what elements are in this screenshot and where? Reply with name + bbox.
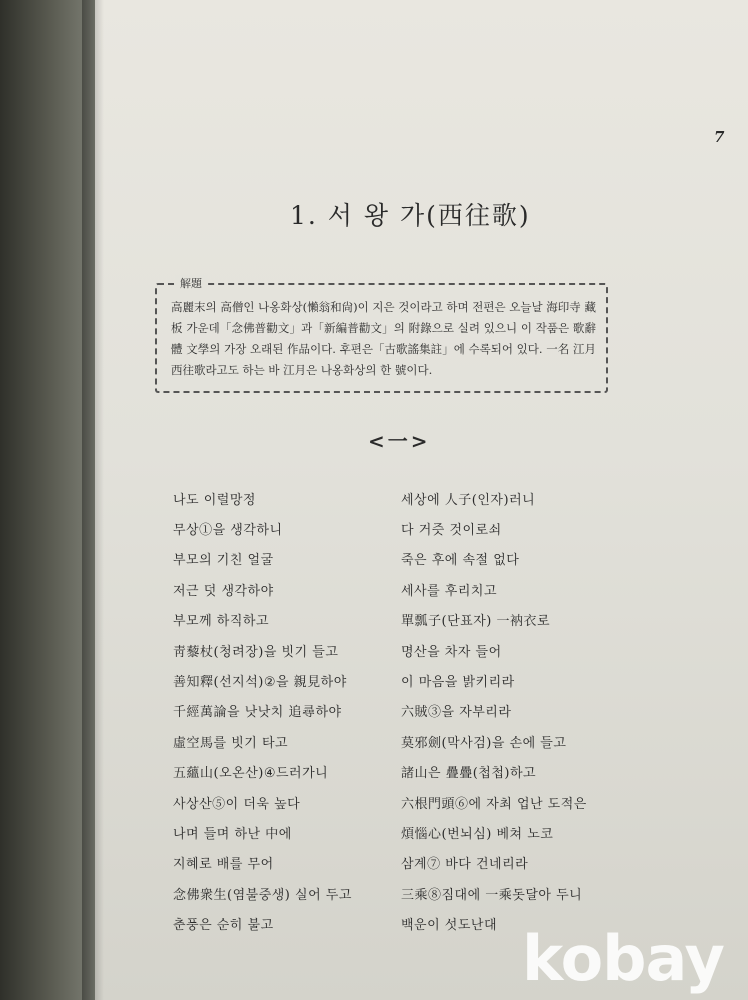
verse-right-line: 명산을 차자 들어 xyxy=(401,644,502,660)
verse-row xyxy=(173,635,613,665)
verse-left-line: 善知釋(선지석)②을 親見하야 xyxy=(173,675,347,691)
verse-right-line: 莫邪劍(막사검)을 손에 들고 xyxy=(401,735,567,751)
verse-row xyxy=(173,574,613,604)
chapter-title: 1. 서 왕 가(西往歌) xyxy=(290,201,531,230)
verse-left-line: 무상①을 생각하니 xyxy=(173,523,283,539)
verse-right-line: 煩惱心(번뇌심) 베쳐 노코 xyxy=(401,826,554,842)
verse-row xyxy=(173,787,613,817)
verse-left-line: 虛空馬를 빗기 타고 xyxy=(173,735,289,751)
verse-right-line: 세상에 人子(인자)러니 xyxy=(401,492,536,508)
verse-right-line: 諸山은 疊疊(첩첩)하고 xyxy=(401,766,537,782)
verse-left-line: 五蘊山(오온산)④드러가니 xyxy=(173,766,329,782)
verse-row xyxy=(173,544,613,574)
verse-left-line: 춘풍은 순히 불고 xyxy=(173,918,274,934)
verse-row xyxy=(173,483,613,513)
verse-right-line: 이 마음을 밝키리라 xyxy=(401,675,515,691)
verse-row xyxy=(173,848,613,878)
book-gutter-shadow xyxy=(82,0,104,1000)
verse-row xyxy=(173,696,613,726)
verse-right-line: 六賊③을 자부리라 xyxy=(401,705,512,721)
verse-right-line: 죽은 후에 속절 없다 xyxy=(401,553,520,569)
verse-left-line: 念佛衆生(염불중생) 실어 두고 xyxy=(173,887,352,903)
verse-row xyxy=(173,605,613,635)
verse-right-line: 다 거즛 것이로쇠 xyxy=(401,523,502,539)
watermark-logo: kobay xyxy=(522,922,724,995)
verse-right-line: 單瓢子(단표자) 一衲衣로 xyxy=(401,614,551,630)
verse-row xyxy=(173,726,613,756)
verse-left-line: 지혜로 배를 무어 xyxy=(173,857,274,873)
verse-right-line: 세사를 후리치고 xyxy=(401,583,498,599)
verse-right-line: 六根門頭⑥에 자최 업난 도적은 xyxy=(401,796,587,812)
verse-row xyxy=(173,817,613,847)
section-marker: <一> xyxy=(368,429,431,453)
verse-right-line: 三乘⑧짐대에 一乘돗달아 두니 xyxy=(401,887,583,903)
verse-left-line: 부모의 기친 얼굴 xyxy=(173,553,274,569)
verse-row xyxy=(173,513,613,543)
verse-right-line: 백운이 섯도난대 xyxy=(401,918,498,934)
verse-row xyxy=(173,757,613,787)
commentary-text: 高麗末의 高僧인 나옹화상(懶翁和尙)이 지은 것이라고 하며 전편은 오늘날 海印寺 藏板 가운데「念佛普勸文」과「新編普勸文」의 附錄으로 실려 있으니 이 작품은 歌辭體 文學의 가장 오래된 作品이다. 후편은「古歌謠集註」에 수록되어 있다. 一名 江月 西往歌라고도 하는 바 江月은 나옹화상의 한 號이다. xyxy=(171,300,596,377)
verse-left-line: 千經萬論을 낫낫치 追尋하야 xyxy=(173,705,342,721)
commentary-box xyxy=(155,277,608,393)
verse-left-line: 나며 들며 하난 中에 xyxy=(173,826,292,842)
left-page-edge xyxy=(0,0,95,1000)
verse-left-line: 부모께 하직하고 xyxy=(173,614,270,630)
verse-body xyxy=(173,483,613,939)
verse-left-line: 나도 이럴망정 xyxy=(173,492,256,508)
verse-row xyxy=(173,665,613,695)
verse-right-line: 삼계⑦ 바다 건네리라 xyxy=(401,857,529,873)
verse-row xyxy=(173,878,613,908)
commentary-label: 解題 xyxy=(175,275,207,291)
verse-left-line: 사상산⑤이 더욱 높다 xyxy=(173,796,301,812)
verse-left-line: 靑藜杖(청려장)을 빗기 들고 xyxy=(173,644,339,660)
page-number: 7 xyxy=(714,128,725,146)
verse-left-line: 저근 덧 생각하야 xyxy=(173,583,274,599)
